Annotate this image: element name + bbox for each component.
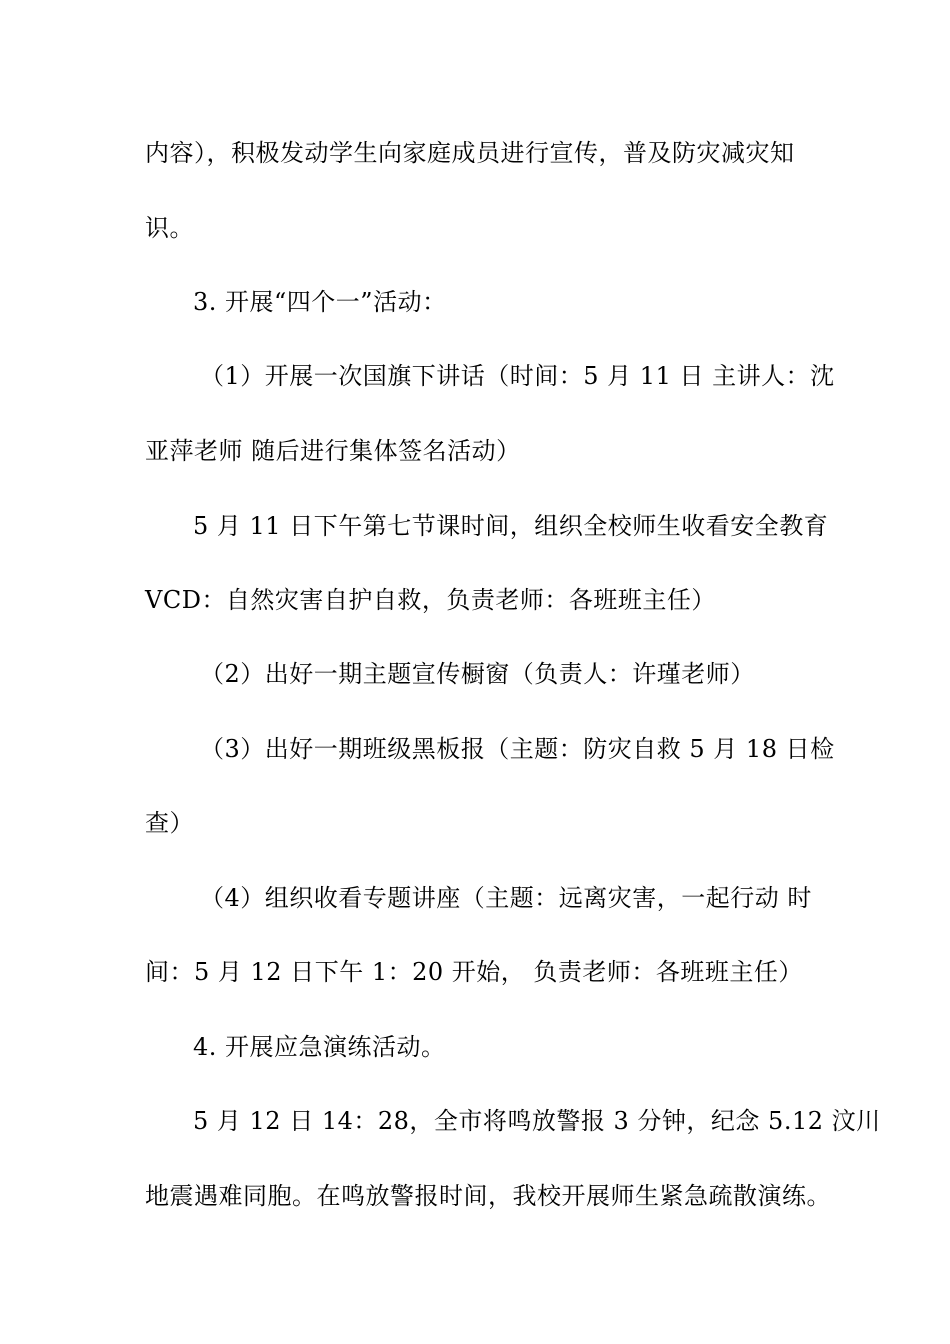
paragraph-line: 识。 [145,214,194,242]
paragraph-line: 内容），积极发动学生向家庭成员进行宣传，普及防灾减灾知 [145,139,795,167]
section-heading: 4. 开展应急演练活动。 [193,1033,446,1061]
paragraph-line: 查） [145,809,194,837]
list-item: （4）组织收看专题讲座（主题：远离灾害，一起行动 时 [200,884,812,912]
paragraph-line: 地震遇难同胞。在鸣放警报时间，我校开展师生紧急疏散演练。 [145,1182,831,1210]
list-item: （1）开展一次国旗下讲话（时间：5 月 11 日 主讲人：沈 [200,362,835,390]
paragraph-line: 5 月 11 日下午第七节课时间，组织全校师生收看安全教育 [193,512,829,540]
section-heading: 3. 开展“四个一”活动： [193,288,447,316]
paragraph-line: 间：5 月 12 日下午 1：20 开始， 负责老师：各班班主任） [145,958,803,986]
paragraph-line: 亚萍老师 随后进行集体签名活动） [145,437,521,465]
paragraph-line: VCD：自然灾害自护自救，负责老师：各班班主任） [145,586,716,614]
paragraph-line: 5 月 12 日 14：28，全市将鸣放警报 3 分钟，纪念 5.12 汶川 [193,1107,881,1135]
list-item: （2）出好一期主题宣传橱窗（负责人：许瑾老师） [200,660,755,688]
list-item: （3）出好一期班级黑板报（主题：防灾自救 5 月 18 日检 [200,735,835,763]
